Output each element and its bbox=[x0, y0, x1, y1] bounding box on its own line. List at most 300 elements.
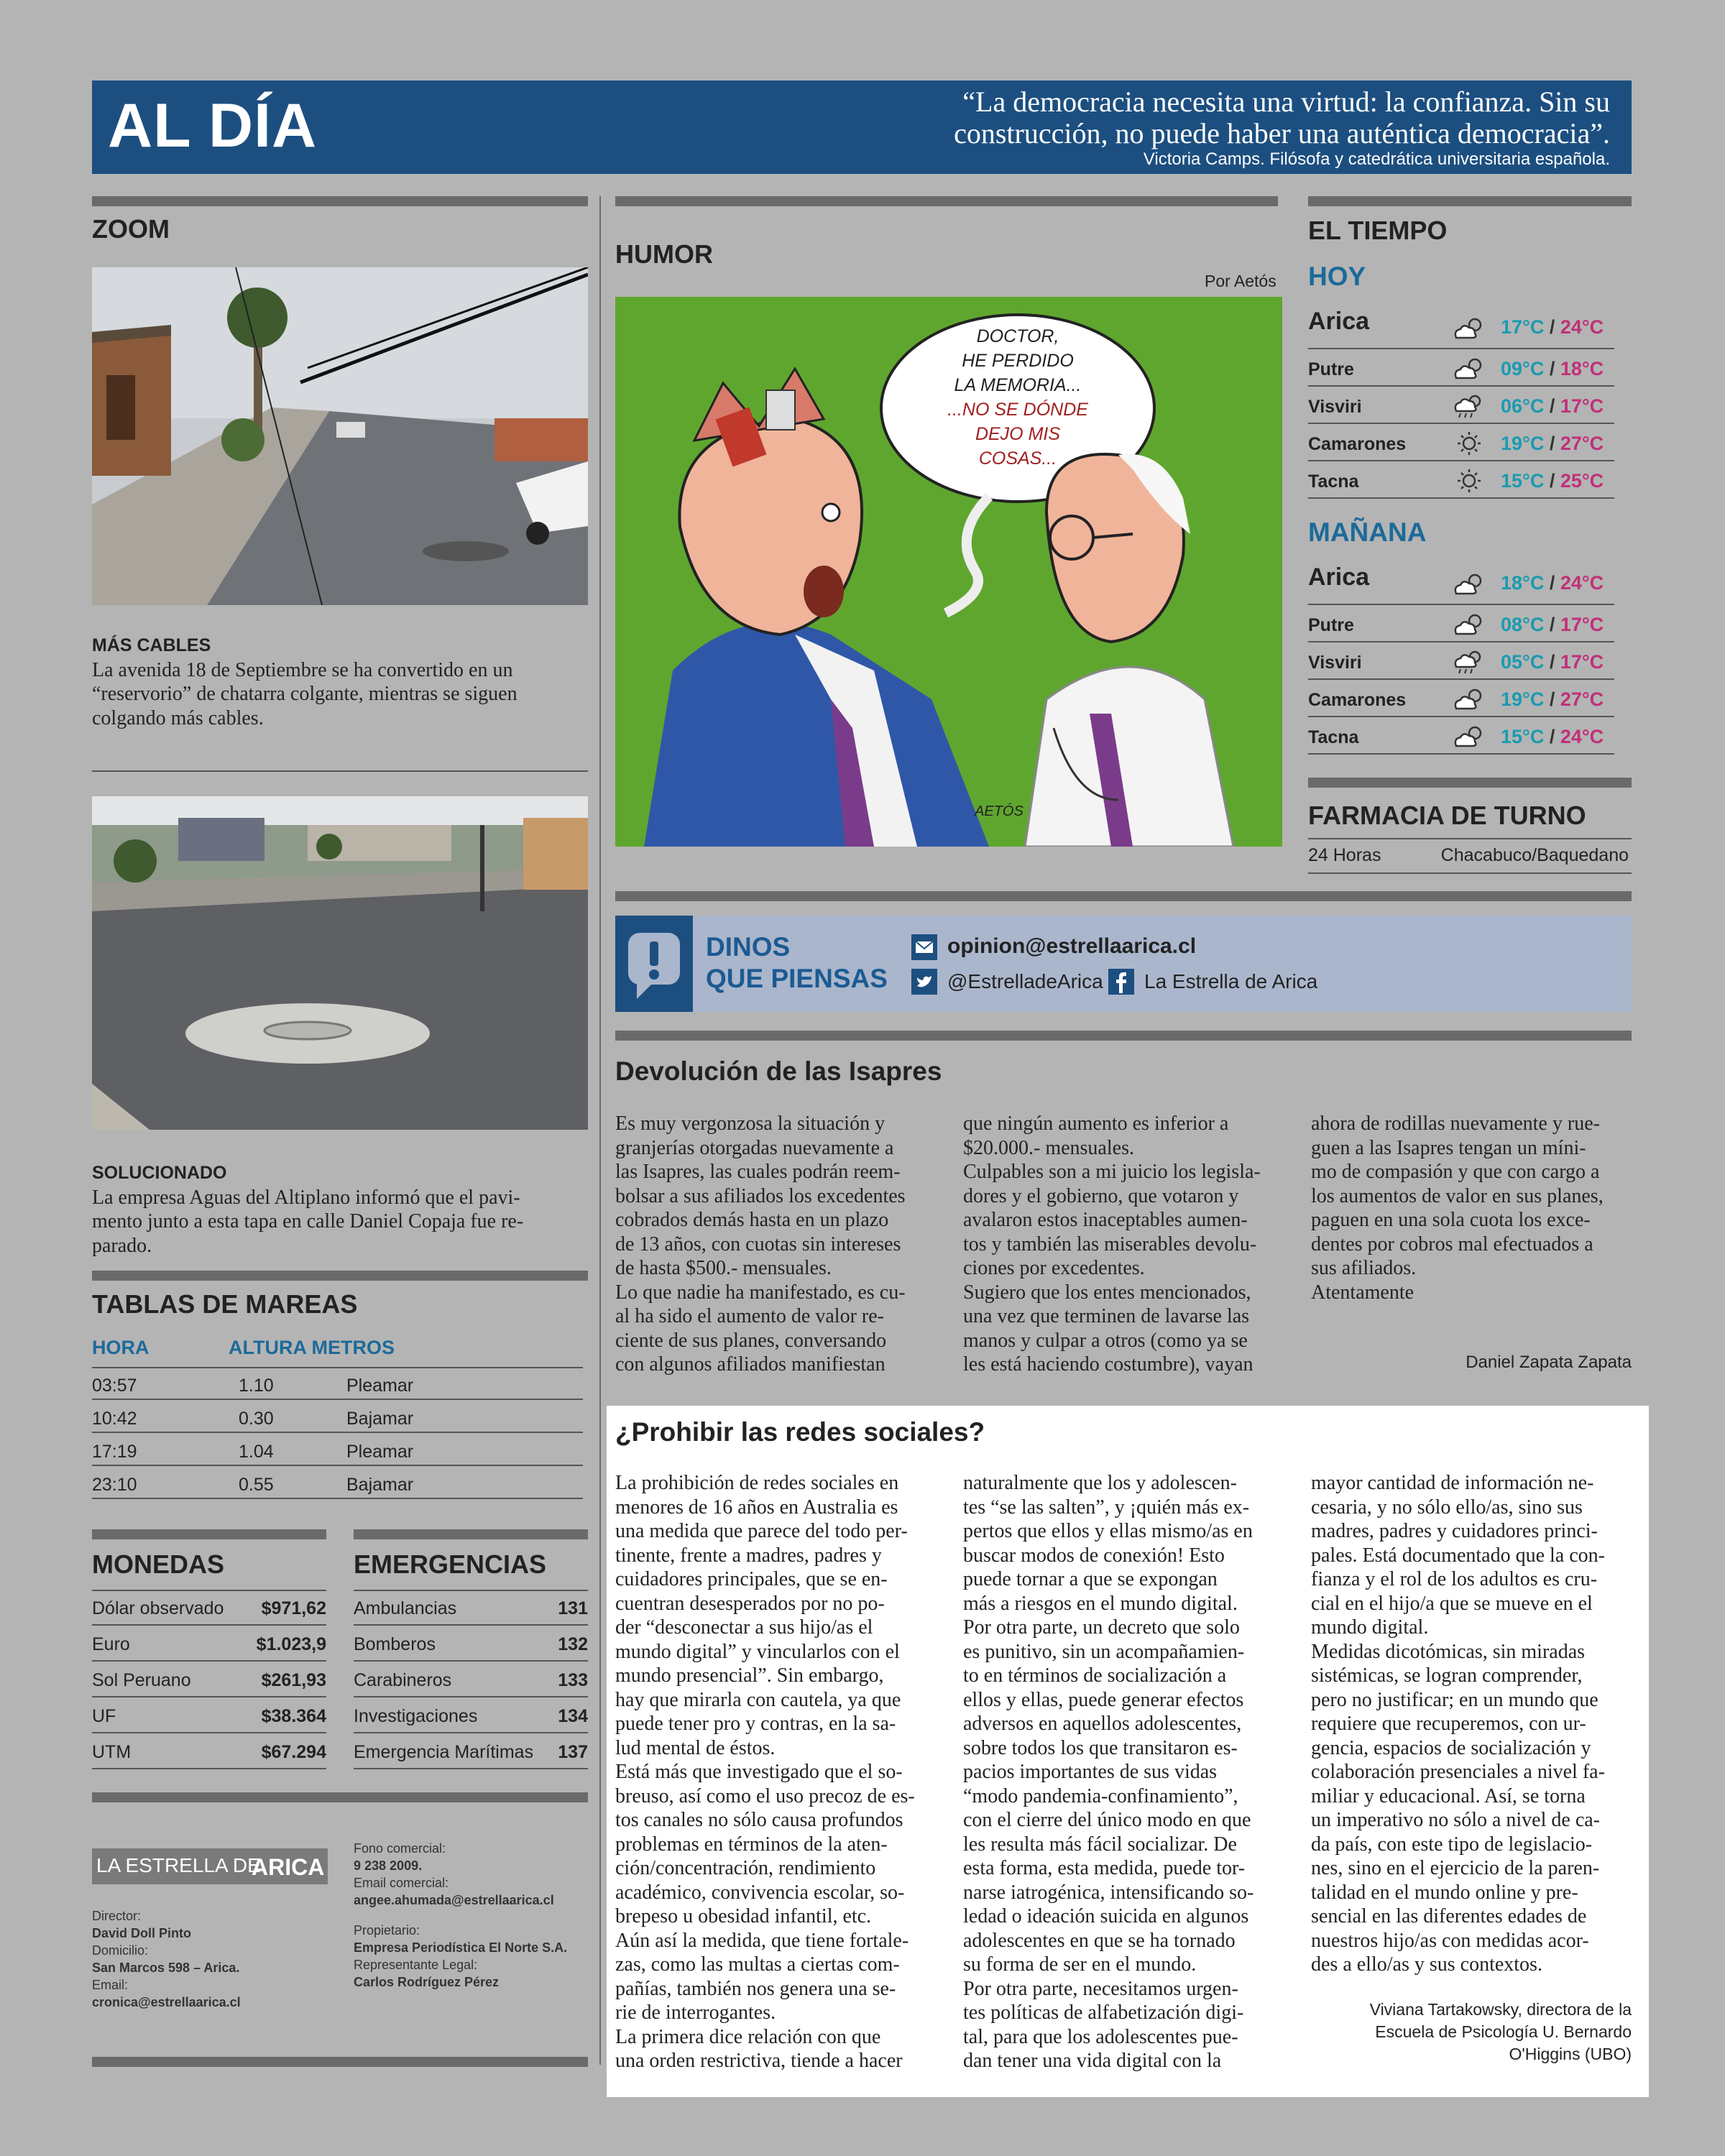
farmacia-title: FARMACIA DE TURNO bbox=[1308, 801, 1586, 830]
text-line: sencial en las diferentes edades de bbox=[1311, 1905, 1587, 1927]
text-line: cial en el hijo/a que se mueve en el bbox=[1311, 1592, 1593, 1615]
text-line: puede tornar a que se expongan bbox=[963, 1568, 1218, 1590]
humor-title: HUMOR bbox=[615, 239, 713, 269]
header-quote-line2: construcción, no puede haber una auténtica democracia”. bbox=[954, 117, 1610, 149]
tide-row bbox=[92, 1468, 583, 1499]
divider bbox=[92, 770, 588, 772]
text-line: guen a las Isapres tengan un míni- bbox=[1311, 1136, 1586, 1159]
text-line: breuso, así como el uso precoz de es- bbox=[615, 1784, 915, 1807]
weather-city: Arica bbox=[1308, 563, 1370, 591]
tide-time: 10:42 bbox=[92, 1409, 137, 1429]
tide-time: 03:57 bbox=[92, 1376, 137, 1396]
divider bbox=[354, 1529, 588, 1539]
text-line: paguen en una sola cuota los exce- bbox=[1311, 1209, 1591, 1231]
weather-row bbox=[1308, 644, 1614, 680]
credit-label: Email: bbox=[92, 1978, 129, 1992]
temp-max: 24°C bbox=[1560, 572, 1604, 594]
credit-value: San Marcos 598 – Arica. bbox=[92, 1961, 240, 1975]
weather-temps: 19°C / 27°C bbox=[1501, 688, 1604, 710]
photo-manhole bbox=[92, 796, 588, 1130]
weather-today-label: HOY bbox=[1308, 262, 1366, 291]
weather-city: Arica bbox=[1308, 308, 1370, 335]
text-line: menores de 16 años en Australia es bbox=[615, 1496, 898, 1519]
tide-time: 17:19 bbox=[92, 1442, 137, 1462]
text-line: ción/concentración, rendimiento bbox=[615, 1857, 876, 1879]
text-line: más a riesgos en el mundo digital. bbox=[963, 1592, 1238, 1615]
text-line: Sugiero que los entes mencionados, bbox=[963, 1281, 1251, 1304]
tide-height: 0.30 bbox=[239, 1409, 274, 1429]
text-line: Aún así la medida, que tiene fortale- bbox=[615, 1929, 909, 1952]
header-quote-author: Victoria Camps. Filósofa y catedrática universitaria española. bbox=[1143, 149, 1610, 169]
text-line: ahora de rodillas nuevamente y rue- bbox=[1311, 1112, 1600, 1135]
section-header bbox=[92, 80, 1632, 174]
text-line: Culpables son a mi juicio los legisla- bbox=[963, 1161, 1261, 1183]
emergencia-row bbox=[354, 1735, 588, 1769]
text-line: tal, para que los adolescentes pue- bbox=[963, 2025, 1238, 2048]
tide-type: Pleamar bbox=[346, 1442, 414, 1462]
temp-max: 18°C bbox=[1560, 358, 1604, 379]
text-line: La primera dice relación con que bbox=[615, 2025, 881, 2048]
divider bbox=[92, 1271, 588, 1281]
text-line: miliar y educacional. Así, se torna bbox=[1311, 1784, 1586, 1807]
temp-min: 17°C bbox=[1501, 316, 1545, 338]
sun-icon bbox=[1450, 467, 1488, 494]
text-line: les está haciendo costumbre), vayan bbox=[963, 1353, 1254, 1376]
caption-line: La avenida 18 de Septiembre se ha convertido en un bbox=[92, 658, 513, 681]
text-line: mundo presencial”. Sin embargo, bbox=[615, 1664, 884, 1687]
credits-right bbox=[354, 1840, 567, 1991]
text-line: $20.000.- mensuales. bbox=[963, 1136, 1134, 1159]
logo-text: LA ESTRELLA DE bbox=[96, 1854, 261, 1876]
text-line: colaboración presenciales a nivel fa- bbox=[1311, 1761, 1605, 1783]
weather-row bbox=[1308, 388, 1614, 424]
letter1-col2 bbox=[963, 1112, 1287, 1377]
weather-row bbox=[1308, 351, 1614, 387]
exclamation-icon bbox=[615, 916, 693, 1012]
email-icon bbox=[911, 934, 937, 960]
temp-max: 17°C bbox=[1560, 651, 1604, 673]
speech-bubble bbox=[917, 324, 1118, 471]
divider bbox=[1308, 196, 1632, 206]
weather-temps: 09°C / 18°C bbox=[1501, 358, 1604, 379]
weather-row bbox=[1308, 463, 1614, 499]
temp-min: 19°C bbox=[1501, 433, 1545, 454]
letter2-col2 bbox=[963, 1471, 1294, 2073]
monedas-title: MONEDAS bbox=[92, 1549, 225, 1579]
moneda-name: UF bbox=[92, 1706, 116, 1726]
bubble-line: ...NO SE DÓNDE bbox=[947, 400, 1088, 420]
text-line: mayor cantidad de información ne- bbox=[1311, 1472, 1594, 1494]
weather-temps: 15°C / 25°C bbox=[1501, 470, 1604, 492]
text-line: sus afiliados. bbox=[1311, 1257, 1417, 1279]
text-line: to en términos de socialización a bbox=[963, 1664, 1227, 1687]
text-line: lud mental de éstos. bbox=[615, 1736, 776, 1759]
zoom-caption-1 bbox=[92, 634, 588, 730]
moneda-value: $38.364 bbox=[261, 1706, 326, 1726]
text-line: pañías, también nos genera una se- bbox=[615, 1977, 896, 2000]
text-line: problemas en términos de la aten- bbox=[615, 1833, 888, 1856]
weather-city: Visviri bbox=[1308, 397, 1362, 417]
text-line: mundo digital. bbox=[1311, 1616, 1429, 1639]
weather-row bbox=[1308, 681, 1614, 717]
weather-temps: 06°C / 17°C bbox=[1501, 395, 1604, 417]
weather-city: Tacna bbox=[1308, 727, 1359, 747]
weather-row bbox=[1308, 719, 1614, 755]
weather-row bbox=[1308, 607, 1614, 642]
text-line: ellos y ellas, puede generar efectos bbox=[963, 1688, 1244, 1711]
emergencia-number: 131 bbox=[558, 1598, 588, 1618]
text-line: las Isapres, las cuales podrán reem- bbox=[615, 1161, 901, 1183]
tides-title: TABLAS DE MAREAS bbox=[92, 1289, 358, 1319]
temp-max: 17°C bbox=[1560, 614, 1604, 635]
text-line: cuidadores principales, que se en- bbox=[615, 1568, 888, 1590]
emergencia-name: Carabineros bbox=[354, 1670, 452, 1690]
text-line: pacios importantes de sus vidas bbox=[963, 1761, 1218, 1783]
text-line: dores y el gobierno, que votaron y bbox=[963, 1184, 1239, 1207]
text-line: hay que mirarla con cautela, ya que bbox=[615, 1688, 901, 1711]
temp-min: 18°C bbox=[1501, 572, 1545, 594]
humor-byline: Por Aetós bbox=[1205, 272, 1276, 290]
tides-col-altura: ALTURA METROS bbox=[229, 1337, 395, 1358]
text-line: los aumentos de valor en sus planes, bbox=[1311, 1184, 1604, 1207]
moneda-row bbox=[92, 1663, 326, 1697]
divider bbox=[1308, 778, 1632, 788]
tide-height: 1.04 bbox=[239, 1442, 274, 1462]
text-line: pertos que ellos y ellas mismo/as en bbox=[963, 1520, 1253, 1542]
text-line: ledad o ideación suicida en algunos bbox=[963, 1905, 1249, 1927]
weather-city: Camarones bbox=[1308, 434, 1407, 454]
text-line: de hasta $500.- mensuales. bbox=[615, 1257, 832, 1279]
caption-line: colgando más cables. bbox=[92, 706, 264, 729]
emergencia-number: 133 bbox=[558, 1670, 588, 1690]
zoom-caption-2 bbox=[92, 1161, 588, 1258]
tide-type: Bajamar bbox=[346, 1409, 414, 1429]
text-line: cobrados demás hasta en un plazo bbox=[615, 1209, 889, 1231]
credit-value: 9 238 2009. bbox=[354, 1858, 423, 1873]
text-line: da país, con este tipo de legislacio- bbox=[1311, 1833, 1593, 1856]
header-quote-line1: “La democracia necesita una virtud: la confianza. Sin su bbox=[962, 86, 1610, 118]
moneda-name: Euro bbox=[92, 1634, 130, 1654]
text-line: una medida que parece del todo per- bbox=[615, 1520, 908, 1542]
temp-max: 24°C bbox=[1560, 726, 1604, 747]
text-line: avalaron estos inaceptables aumen- bbox=[963, 1209, 1248, 1231]
moneda-value: $261,93 bbox=[261, 1670, 326, 1690]
temp-min: 08°C bbox=[1501, 614, 1545, 635]
moneda-row bbox=[92, 1735, 326, 1769]
bubble-line: LA MEMORIA... bbox=[954, 375, 1082, 395]
bubble-line: HE PERDIDO bbox=[962, 351, 1074, 371]
emergencias-title: EMERGENCIAS bbox=[354, 1549, 547, 1579]
temp-max: 25°C bbox=[1560, 470, 1604, 492]
letter2-title: ¿Prohibir las redes sociales? bbox=[615, 1417, 985, 1447]
temp-min: 15°C bbox=[1501, 726, 1545, 747]
text-line: una orden restrictiva, tiende a hacer bbox=[615, 2050, 903, 2072]
text-line: sobre todos los que transitaron es- bbox=[963, 1736, 1238, 1759]
signature-line: O'Higgins (UBO) bbox=[1509, 2045, 1632, 2063]
dinos-line2: QUE PIENSAS bbox=[706, 964, 888, 993]
text-line: zas, como las multas a ciertas com- bbox=[615, 1953, 900, 1976]
caption-line: La empresa Aguas del Altiplano informó que el pavi- bbox=[92, 1186, 520, 1209]
cartoon-signature: AETÓS bbox=[975, 803, 1024, 819]
letter1-title: Devolución de las Isapres bbox=[615, 1056, 942, 1086]
caption-line: mento junto a esta tapa en calle Daniel Copaja fue re- bbox=[92, 1210, 524, 1233]
moneda-name: UTM bbox=[92, 1742, 132, 1762]
cloud-rain-sun-icon bbox=[1450, 648, 1488, 676]
temp-max: 17°C bbox=[1560, 395, 1604, 417]
caption-line: parado. bbox=[92, 1234, 152, 1257]
partly-cloudy-icon bbox=[1450, 315, 1488, 342]
text-line: Por otra parte, necesitamos urgen- bbox=[963, 1977, 1238, 2000]
text-line: es punitivo, sin un acompañamien- bbox=[963, 1640, 1245, 1663]
text-line: pales. Está documentado que la con- bbox=[1311, 1544, 1605, 1567]
moneda-value: $67.294 bbox=[261, 1742, 326, 1762]
tide-type: Bajamar bbox=[346, 1475, 414, 1495]
text-line: nuestros hijo/as con medidas acor- bbox=[1311, 1929, 1589, 1952]
letter1-signature: Daniel Zapata Zapata bbox=[1466, 1353, 1632, 1372]
text-line: les resulta más fácil socializar. De bbox=[963, 1833, 1237, 1856]
credit-label: Representante Legal: bbox=[354, 1958, 478, 1972]
contact-email[interactable]: opinion@estrellaarica.cl bbox=[947, 934, 1197, 958]
text-line: manos y culpar a otros (como ya se bbox=[963, 1329, 1248, 1352]
text-line: bolsar a sus afiliados los excedentes bbox=[615, 1184, 906, 1207]
temp-min: 05°C bbox=[1501, 651, 1545, 673]
text-line: cesaria, y no sólo ello/as, sino sus bbox=[1311, 1496, 1583, 1519]
credit-value: Empresa Periodística El Norte S.A. bbox=[354, 1940, 568, 1955]
text-line: sistémicas, se logran comprender, bbox=[1311, 1664, 1583, 1687]
weather-temps: 17°C / 24°C bbox=[1501, 316, 1604, 338]
moneda-row bbox=[92, 1699, 326, 1733]
weather-row bbox=[1308, 305, 1614, 349]
text-line: mundo digital” y vincularlos con el bbox=[615, 1640, 900, 1663]
text-line: talidad en el mundo online y pre- bbox=[1311, 1881, 1578, 1904]
contact-twitter[interactable]: @EstrelladeArica bbox=[947, 970, 1103, 992]
text-line: dentes por cobros mal efectuados a bbox=[1311, 1233, 1593, 1256]
divider bbox=[615, 891, 1632, 901]
credit-email[interactable]: angee.ahumada@estrellaarica.cl bbox=[354, 1893, 554, 1907]
text-line: naturalmente que los y adolescen- bbox=[963, 1472, 1237, 1494]
text-line: granjerías otorgadas nuevamente a bbox=[615, 1136, 894, 1159]
moneda-name: Sol Peruano bbox=[92, 1670, 191, 1690]
partly-cloudy-icon bbox=[1450, 611, 1488, 638]
divider bbox=[615, 1031, 1632, 1041]
weather-temps: 19°C / 27°C bbox=[1501, 433, 1604, 454]
cloud-rain-sun-icon bbox=[1450, 392, 1488, 420]
dinos-line1: DINOS bbox=[706, 932, 791, 962]
signature-line: Viviana Tartakowsky, directora de la bbox=[1369, 2000, 1632, 2019]
text-line: fianza y el rol de los adultos es cru- bbox=[1311, 1568, 1598, 1590]
farmacia-name: Chacabuco/Baquedano bbox=[1440, 845, 1629, 865]
moneda-value: $1.023,9 bbox=[256, 1634, 326, 1654]
farmacia-hours: 24 Horas bbox=[1308, 845, 1381, 865]
weather-city: Camarones bbox=[1308, 690, 1407, 710]
text-line: esta forma, esta medida, puede tor- bbox=[963, 1857, 1246, 1879]
divider bbox=[1308, 872, 1632, 874]
text-line: con el cierre del único modo en que bbox=[963, 1809, 1251, 1831]
partly-cloudy-icon bbox=[1450, 571, 1488, 598]
temp-min: 06°C bbox=[1501, 395, 1545, 417]
text-line: La prohibición de redes sociales en bbox=[615, 1472, 899, 1494]
emergencia-row bbox=[354, 1663, 588, 1697]
letter2-signature bbox=[1294, 1999, 1632, 2065]
text-line: rie de interrogantes. bbox=[615, 2001, 776, 2024]
emergencia-number: 134 bbox=[558, 1706, 588, 1726]
text-line: tos canales no sólo causa profundos bbox=[615, 1809, 903, 1831]
caption-line: “reservorio” de chatarra colgante, mientras se siguen bbox=[92, 683, 518, 705]
credit-value: David Doll Pinto bbox=[92, 1926, 192, 1940]
emergencia-number: 137 bbox=[558, 1742, 588, 1762]
text-line: ciones por excedentes. bbox=[963, 1257, 1145, 1279]
emergencia-row bbox=[354, 1627, 588, 1662]
text-line: narse iatrogénica, intensificando so- bbox=[963, 1881, 1254, 1904]
weather-temps: 05°C / 17°C bbox=[1501, 651, 1604, 673]
bubble-line: COSAS... bbox=[978, 448, 1057, 469]
credits-left bbox=[92, 1907, 241, 2011]
weather-city: Tacna bbox=[1308, 471, 1359, 492]
text-line: cuentran desesperados por no po- bbox=[615, 1592, 885, 1615]
zoom-title: ZOOM bbox=[92, 214, 170, 244]
weather-row bbox=[1308, 425, 1614, 461]
temp-max: 24°C bbox=[1560, 316, 1604, 338]
text-line: puede tener pro y contras, en la sa- bbox=[615, 1713, 896, 1735]
weather-city: Putre bbox=[1308, 359, 1354, 379]
tide-height: 1.10 bbox=[239, 1376, 274, 1396]
text-line: des a ello/as y sus contextos. bbox=[1311, 1953, 1542, 1976]
text-line: su forma de ser en el mundo. bbox=[963, 1953, 1197, 1976]
header-quote bbox=[604, 86, 1610, 149]
caption-head: MÁS CABLES bbox=[92, 635, 211, 655]
weather-temps: 15°C / 24°C bbox=[1501, 726, 1604, 747]
credit-label: Fono comercial: bbox=[354, 1841, 446, 1856]
emergencia-row bbox=[354, 1591, 588, 1626]
caption-head: SOLUCIONADO bbox=[92, 1163, 227, 1183]
text-line: nes, sino en el ejercicio de la paren- bbox=[1311, 1857, 1600, 1879]
divider bbox=[92, 2057, 588, 2067]
text-line: mo de compasión y que con cargo a bbox=[1311, 1161, 1600, 1183]
text-line: pero no justificar; en un mundo que bbox=[1311, 1688, 1598, 1711]
text-line: “modo pandemia-confinamiento”, bbox=[963, 1784, 1238, 1807]
text-line: al ha sido el aumento de valor re- bbox=[615, 1305, 884, 1327]
sun-icon bbox=[1450, 430, 1488, 457]
text-line: de 13 años, con cuotas sin intereses bbox=[615, 1233, 901, 1256]
section-title: AL DÍA bbox=[108, 91, 318, 160]
tide-height: 0.55 bbox=[239, 1475, 274, 1495]
text-line: Es muy vergonzosa la situación y bbox=[615, 1112, 886, 1135]
credit-label: Email comercial: bbox=[354, 1876, 449, 1890]
letter2-col3 bbox=[1311, 1471, 1642, 1977]
weather-city: Putre bbox=[1308, 615, 1354, 635]
text-line: Atentamente bbox=[1311, 1281, 1414, 1304]
moneda-row bbox=[92, 1591, 326, 1626]
humor-cartoon bbox=[615, 297, 1282, 847]
text-line: que ningún aumento es inferior a bbox=[963, 1112, 1229, 1135]
emergencia-number: 132 bbox=[558, 1634, 588, 1654]
temp-max: 27°C bbox=[1560, 433, 1604, 454]
tide-type: Pleamar bbox=[346, 1376, 414, 1396]
text-line: adolescentes en que se ha tornado bbox=[963, 1929, 1236, 1952]
divider bbox=[1308, 838, 1632, 839]
text-line: tinente, frente a madres, padres y bbox=[615, 1544, 882, 1567]
text-line: adversos en aquellos adolescentes, bbox=[963, 1713, 1242, 1735]
text-line: ciente de sus planes, conversando bbox=[615, 1329, 887, 1352]
divider bbox=[615, 196, 1278, 206]
partly-cloudy-icon bbox=[1450, 723, 1488, 750]
emergencia-name: Bomberos bbox=[354, 1634, 436, 1654]
divider bbox=[92, 1792, 588, 1802]
tide-time: 23:10 bbox=[92, 1475, 137, 1495]
text-line: dan tener una vida digital con la bbox=[963, 2050, 1222, 2072]
moneda-value: $971,62 bbox=[261, 1598, 326, 1618]
exclamation-icon-box bbox=[615, 916, 693, 1012]
text-line: con algunos afiliados manifiestan bbox=[615, 1353, 886, 1376]
weather-row bbox=[1308, 561, 1614, 605]
tides-col-hora: HORA bbox=[92, 1337, 150, 1358]
letter1-col1 bbox=[615, 1112, 939, 1377]
tide-row bbox=[92, 1401, 583, 1433]
contact-box bbox=[615, 916, 1632, 1012]
text-line: requiere que recuperemos, con ur- bbox=[1311, 1713, 1586, 1735]
text-line: brepeso u obesidad infantil, etc. bbox=[615, 1905, 872, 1927]
text-line: der “desconectar a sus hijo/as el bbox=[615, 1616, 873, 1639]
temp-min: 09°C bbox=[1501, 358, 1545, 379]
facebook-icon bbox=[1108, 969, 1134, 995]
tide-row bbox=[92, 1368, 583, 1400]
credit-label: Propietario: bbox=[354, 1923, 420, 1938]
bubble-line: DEJO MIS bbox=[975, 424, 1061, 444]
text-line: Lo que nadie ha manifestado, es cu- bbox=[615, 1281, 906, 1304]
text-line: Medidas dicotómicas, sin miradas bbox=[1311, 1640, 1586, 1663]
emergencia-name: Investigaciones bbox=[354, 1706, 478, 1726]
credit-label: Director: bbox=[92, 1909, 142, 1923]
text-line: Por otra parte, un decreto que solo bbox=[963, 1616, 1240, 1639]
dinos-heading bbox=[706, 931, 888, 995]
partly-cloudy-icon bbox=[1450, 355, 1488, 382]
credit-email[interactable]: cronica@estrellaarica.cl bbox=[92, 1995, 241, 2009]
photo-cables bbox=[92, 267, 588, 605]
twitter-icon bbox=[911, 969, 937, 995]
text-line: Está más que investigado que el so- bbox=[615, 1761, 903, 1783]
emergencia-name: Emergencia Marítimas bbox=[354, 1742, 534, 1762]
emergencia-row bbox=[354, 1699, 588, 1733]
tide-row bbox=[92, 1434, 583, 1466]
moneda-name: Dólar observado bbox=[92, 1598, 224, 1618]
letter1-col3 bbox=[1311, 1112, 1634, 1304]
signature-line: Escuela de Psicología U. Bernardo bbox=[1375, 2022, 1632, 2041]
text-line: un imperativo no sólo a nivel de ca- bbox=[1311, 1809, 1600, 1831]
column-separator bbox=[599, 196, 601, 2065]
letter2-col1 bbox=[615, 1471, 946, 2073]
emergencia-name: Ambulancias bbox=[354, 1598, 457, 1618]
temp-min: 15°C bbox=[1501, 470, 1545, 492]
text-line: académico, convivencia escolar, so- bbox=[615, 1881, 905, 1904]
temp-max: 27°C bbox=[1560, 688, 1604, 710]
text-line: gencia, espacios de socialización y bbox=[1311, 1736, 1591, 1759]
text-line: buscar modos de conexión! Esto bbox=[963, 1544, 1225, 1567]
logo-text-city: ARICA bbox=[252, 1854, 325, 1880]
newspaper-logo bbox=[92, 1848, 328, 1884]
text-line: madres, padres y cuidadores princi- bbox=[1311, 1520, 1598, 1542]
divider bbox=[92, 196, 588, 206]
weather-title: EL TIEMPO bbox=[1308, 216, 1448, 245]
text-line: una vez que terminen de lavarse las bbox=[963, 1305, 1250, 1327]
weather-temps: 18°C / 24°C bbox=[1501, 572, 1604, 594]
bubble-line: DOCTOR, bbox=[976, 326, 1059, 346]
credit-label: Domicilio: bbox=[92, 1943, 149, 1958]
weather-tomorrow-label: MAÑANA bbox=[1308, 517, 1427, 547]
weather-temps: 08°C / 17°C bbox=[1501, 614, 1604, 635]
weather-city: Visviri bbox=[1308, 653, 1362, 673]
divider bbox=[92, 1529, 326, 1539]
contact-facebook[interactable]: La Estrella de Arica bbox=[1144, 970, 1318, 992]
